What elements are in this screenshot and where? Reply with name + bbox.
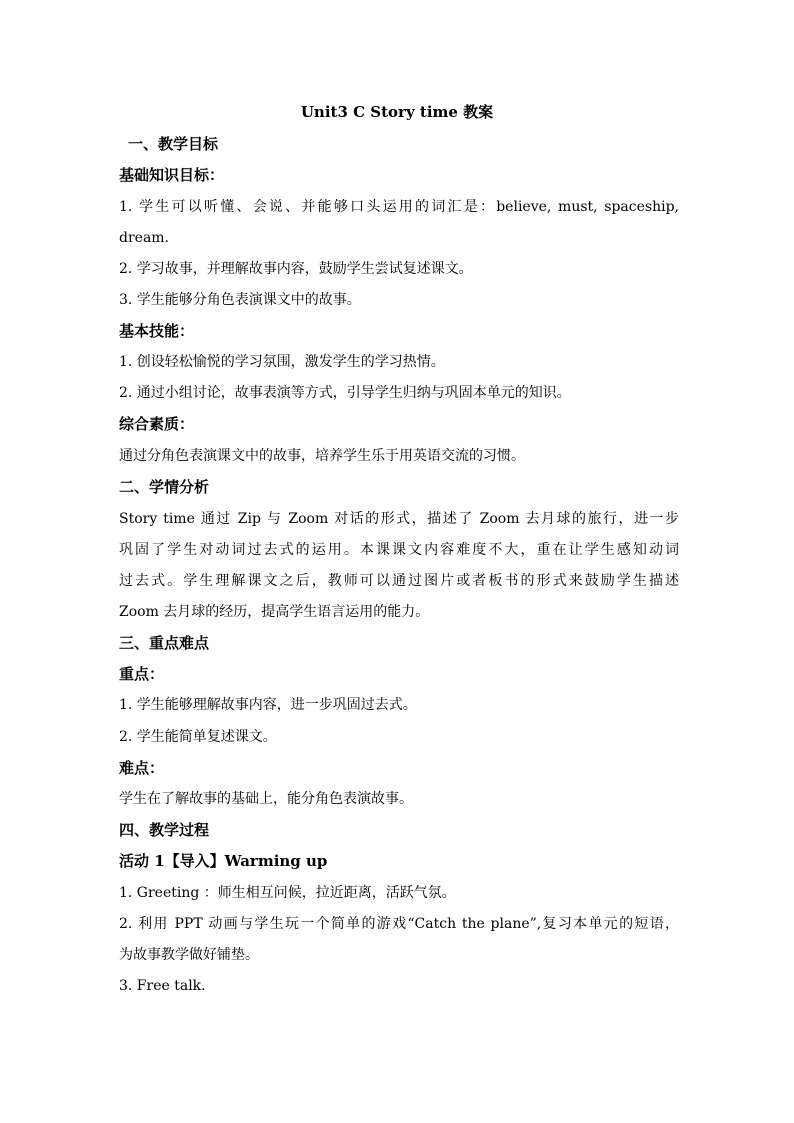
difficulty-text: 学生在了解故事的基础上，能分角色表演故事。 — [119, 791, 413, 807]
learner-analysis-line-2: 巩固了学生对动词过去式的运用。本课课文内容难度不大，重在让学生感知动词 — [119, 542, 679, 558]
subheading-comprehensive-quality: 综合素质： — [119, 415, 195, 433]
key-point-2: 2. 学生能简单复述课文。 — [119, 729, 277, 745]
basic-knowledge-item-1-line-2: dream. — [119, 230, 170, 246]
subheading-basic-knowledge: 基础知识目标： — [119, 166, 225, 184]
activity-1-item-2-line-2: 为故事教学做好铺垫。 — [119, 947, 259, 963]
learner-analysis-line-3: 过去式。学生理解课文之后，教师可以通过图片或者板书的形式来鼓励学生描述 — [119, 573, 679, 589]
section-heading-learner-analysis: 二、学情分析 — [119, 478, 210, 496]
learner-analysis-line-4: Zoom 去月球的经历，提高学生语言运用的能力。 — [119, 604, 430, 620]
subheading-difficulty: 难点： — [119, 759, 165, 777]
key-point-1: 1. 学生能够理解故事内容，进一步巩固过去式。 — [119, 697, 417, 713]
activity-1-item-3: 3. Free talk. — [119, 978, 206, 994]
activity-1-heading: 活动 1【导入】Warming up — [119, 852, 328, 870]
activity-1-item-1: 1. Greeting ：师生相互问候，拉近距离，活跃气氛。 — [119, 885, 456, 901]
section-heading-key-points: 三、重点难点 — [119, 634, 210, 652]
section-heading-teaching-goals: 一、教学目标 — [128, 135, 219, 153]
comprehensive-quality-text: 通过分角色表演课文中的故事，培养学生乐于用英语交流的习惯。 — [119, 448, 525, 464]
basic-skills-item-1: 1. 创设轻松愉悦的学习氛围，激发学生的学习热情。 — [119, 354, 445, 370]
document-title: Unit3 C Story time 教案 — [300, 103, 494, 121]
subheading-basic-skills: 基本技能： — [119, 322, 195, 340]
subheading-key-points: 重点： — [119, 665, 165, 683]
basic-skills-item-2: 2. 通过小组讨论，故事表演等方式，引导学生归纳与巩固本单元的知识。 — [119, 385, 571, 401]
section-heading-teaching-process: 四、教学过程 — [119, 821, 210, 839]
activity-1-item-2-line-1: 2. 利用 PPT 动画与学生玩一个简单的游戏“Catch the plane”,复习本单元的短语， — [119, 916, 679, 932]
basic-knowledge-item-2: 2. 学习故事，并理解故事内容，鼓励学生尝试复述课文。 — [119, 261, 473, 277]
learner-analysis-line-1: Story time 通过 Zip 与 Zoom 对话的形式，描述了 Zoom 去月球的旅行，进一步 — [119, 511, 679, 527]
basic-knowledge-item-1-line-1: 1. 学生可以听懂、会说、并能够口头运用的词汇是：believe, must, spaceship, — [119, 199, 679, 215]
basic-knowledge-item-3: 3. 学生能够分角色表演课文中的故事。 — [119, 292, 361, 308]
